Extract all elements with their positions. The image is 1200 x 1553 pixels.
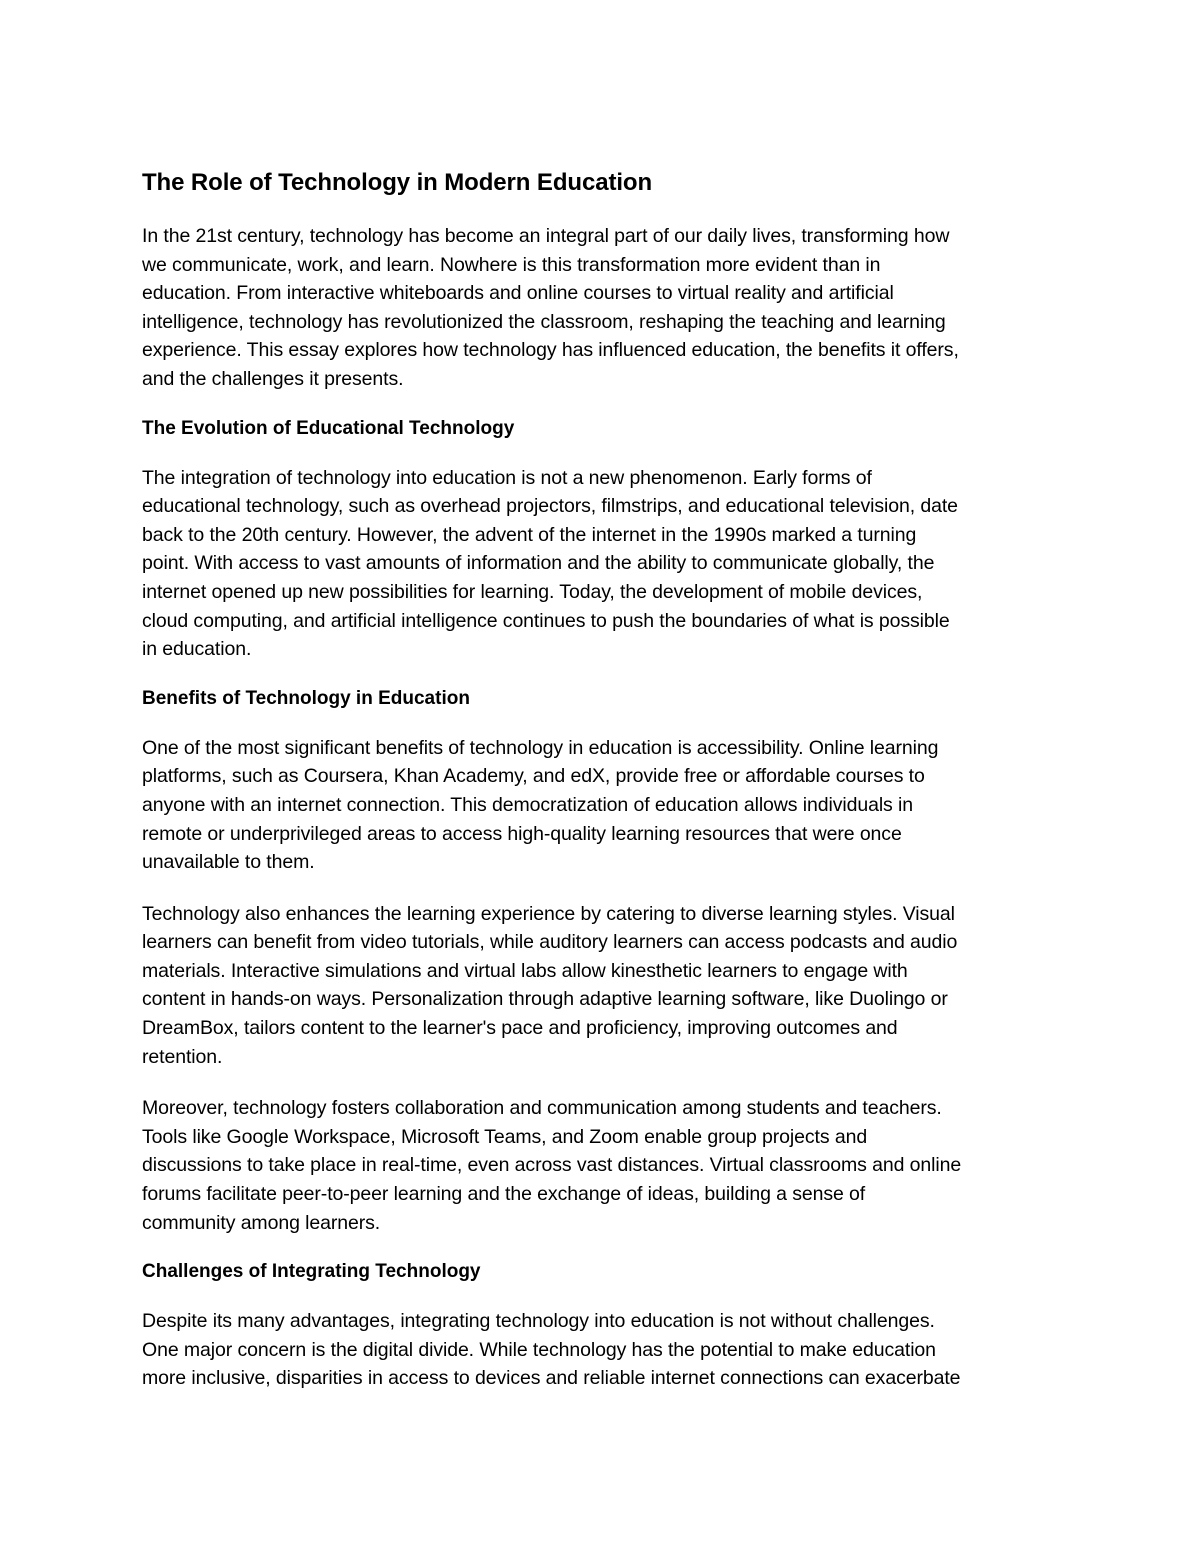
benefits-paragraph-collaboration — [142, 1094, 1067, 1237]
paragraph-line: anyone with an internet connection. This democratization of education allows individuals in — [142, 793, 914, 816]
spacer — [142, 664, 1067, 686]
paragraph-line: One of the most significant benefits of technology in education is accessibility. Online learning — [142, 736, 939, 759]
paragraph-line: internet opened up new possibilities for learning. Today, the development of mobile devices, — [142, 580, 923, 603]
spacer — [142, 1237, 1067, 1259]
paragraph-line: point. With access to vast amounts of information and the ability to communicate globally, the — [142, 552, 935, 575]
paragraph-line: back to the 20th century. However, the advent of the internet in the 1990s marked a turning — [142, 523, 917, 546]
paragraph-line: In the 21st century, technology has become an integral part of our daily lives, transforming how — [142, 225, 950, 247]
paragraph-line: we communicate, work, and learn. Nowhere is this transformation more evident than in — [142, 253, 881, 276]
paragraph-line: more inclusive, disparities in access to devices and reliable internet connections can exacerbate — [142, 1367, 961, 1390]
paragraph-line: Moreover, technology fosters collaboration and communication among students and teachers. — [142, 1097, 942, 1120]
spacer — [142, 394, 1067, 416]
paragraph-line: platforms, such as Coursera, Khan Academy, and edX, provide free or affordable courses to — [142, 765, 925, 788]
paragraph-line: Tools like Google Workspace, Microsoft Teams, and Zoom enable group projects and — [142, 1125, 868, 1148]
section-heading-evolution: The Evolution of Educational Technology — [142, 417, 515, 439]
paragraph-line: retention. — [142, 1045, 223, 1068]
paragraph-line: Despite its many advantages, integrating technology into education is not without challenges. — [142, 1310, 935, 1333]
benefits-paragraph-accessibility — [142, 734, 1067, 877]
paragraph-line: forums facilitate peer-to-peer learning and the exchange of ideas, building a sense of — [142, 1183, 866, 1206]
paragraph-line: The integration of technology into education is not a new phenomenon. Early forms of — [142, 466, 872, 489]
paragraph-line: One major concern is the digital divide. While technology has the potential to make education — [142, 1338, 936, 1361]
section-heading-benefits: Benefits of Technology in Education — [142, 687, 470, 709]
paragraph-line: content in hands-on ways. Personalization through adaptive learning software, like Duolingo or — [142, 988, 948, 1011]
evolution-paragraph — [142, 464, 1067, 664]
paragraph-line: discussions to take place in real-time, even across vast distances. Virtual classrooms and online — [142, 1154, 962, 1177]
spacer — [142, 877, 1067, 900]
document-title: The Role of Technology in Modern Education — [142, 169, 653, 196]
paragraph-line: learners can benefit from video tutorials, while auditory learners can access podcasts and audio — [142, 931, 958, 954]
paragraph-line: intelligence, technology has revolutionized the classroom, reshaping the teaching and learning — [142, 310, 946, 333]
paragraph-line: cloud computing, and artificial intelligence continues to push the boundaries of what is possible — [142, 609, 950, 632]
paragraph-line: and the challenges it presents. — [142, 367, 404, 390]
document-body — [142, 166, 1067, 1393]
paragraph-line: materials. Interactive simulations and virtual labs allow kinesthetic learners to engage with — [142, 959, 908, 982]
paragraph-line: education. From interactive whiteboards and online courses to virtual reality and artificial — [142, 282, 894, 305]
paragraph-line: in education. — [142, 638, 252, 661]
benefits-paragraph-learning-styles — [142, 900, 1067, 1072]
paragraph-line: DreamBox, tailors content to the learner's pace and proficiency, improving outcomes and — [142, 1017, 898, 1040]
challenges-paragraph — [142, 1307, 1067, 1393]
section-heading-challenges: Challenges of Integrating Technology — [142, 1261, 481, 1283]
spacer — [142, 712, 1067, 734]
spacer — [142, 200, 1067, 222]
spacer — [142, 442, 1067, 464]
paragraph-line: community among learners. — [142, 1211, 381, 1234]
paragraph-line: Technology also enhances the learning experience by catering to diverse learning styles. Visual — [142, 902, 955, 925]
paragraph-line: experience. This essay explores how technology has influenced education, the benefits it offers, — [142, 339, 959, 362]
paragraph-line: unavailable to them. — [142, 851, 315, 874]
intro-paragraph — [142, 222, 1067, 394]
paragraph-line: educational technology, such as overhead projectors, filmstrips, and educational television, date — [142, 495, 958, 518]
spacer — [142, 1071, 1067, 1094]
paragraph-line: remote or underprivileged areas to access high-quality learning resources that were once — [142, 822, 902, 845]
spacer — [142, 1285, 1067, 1307]
